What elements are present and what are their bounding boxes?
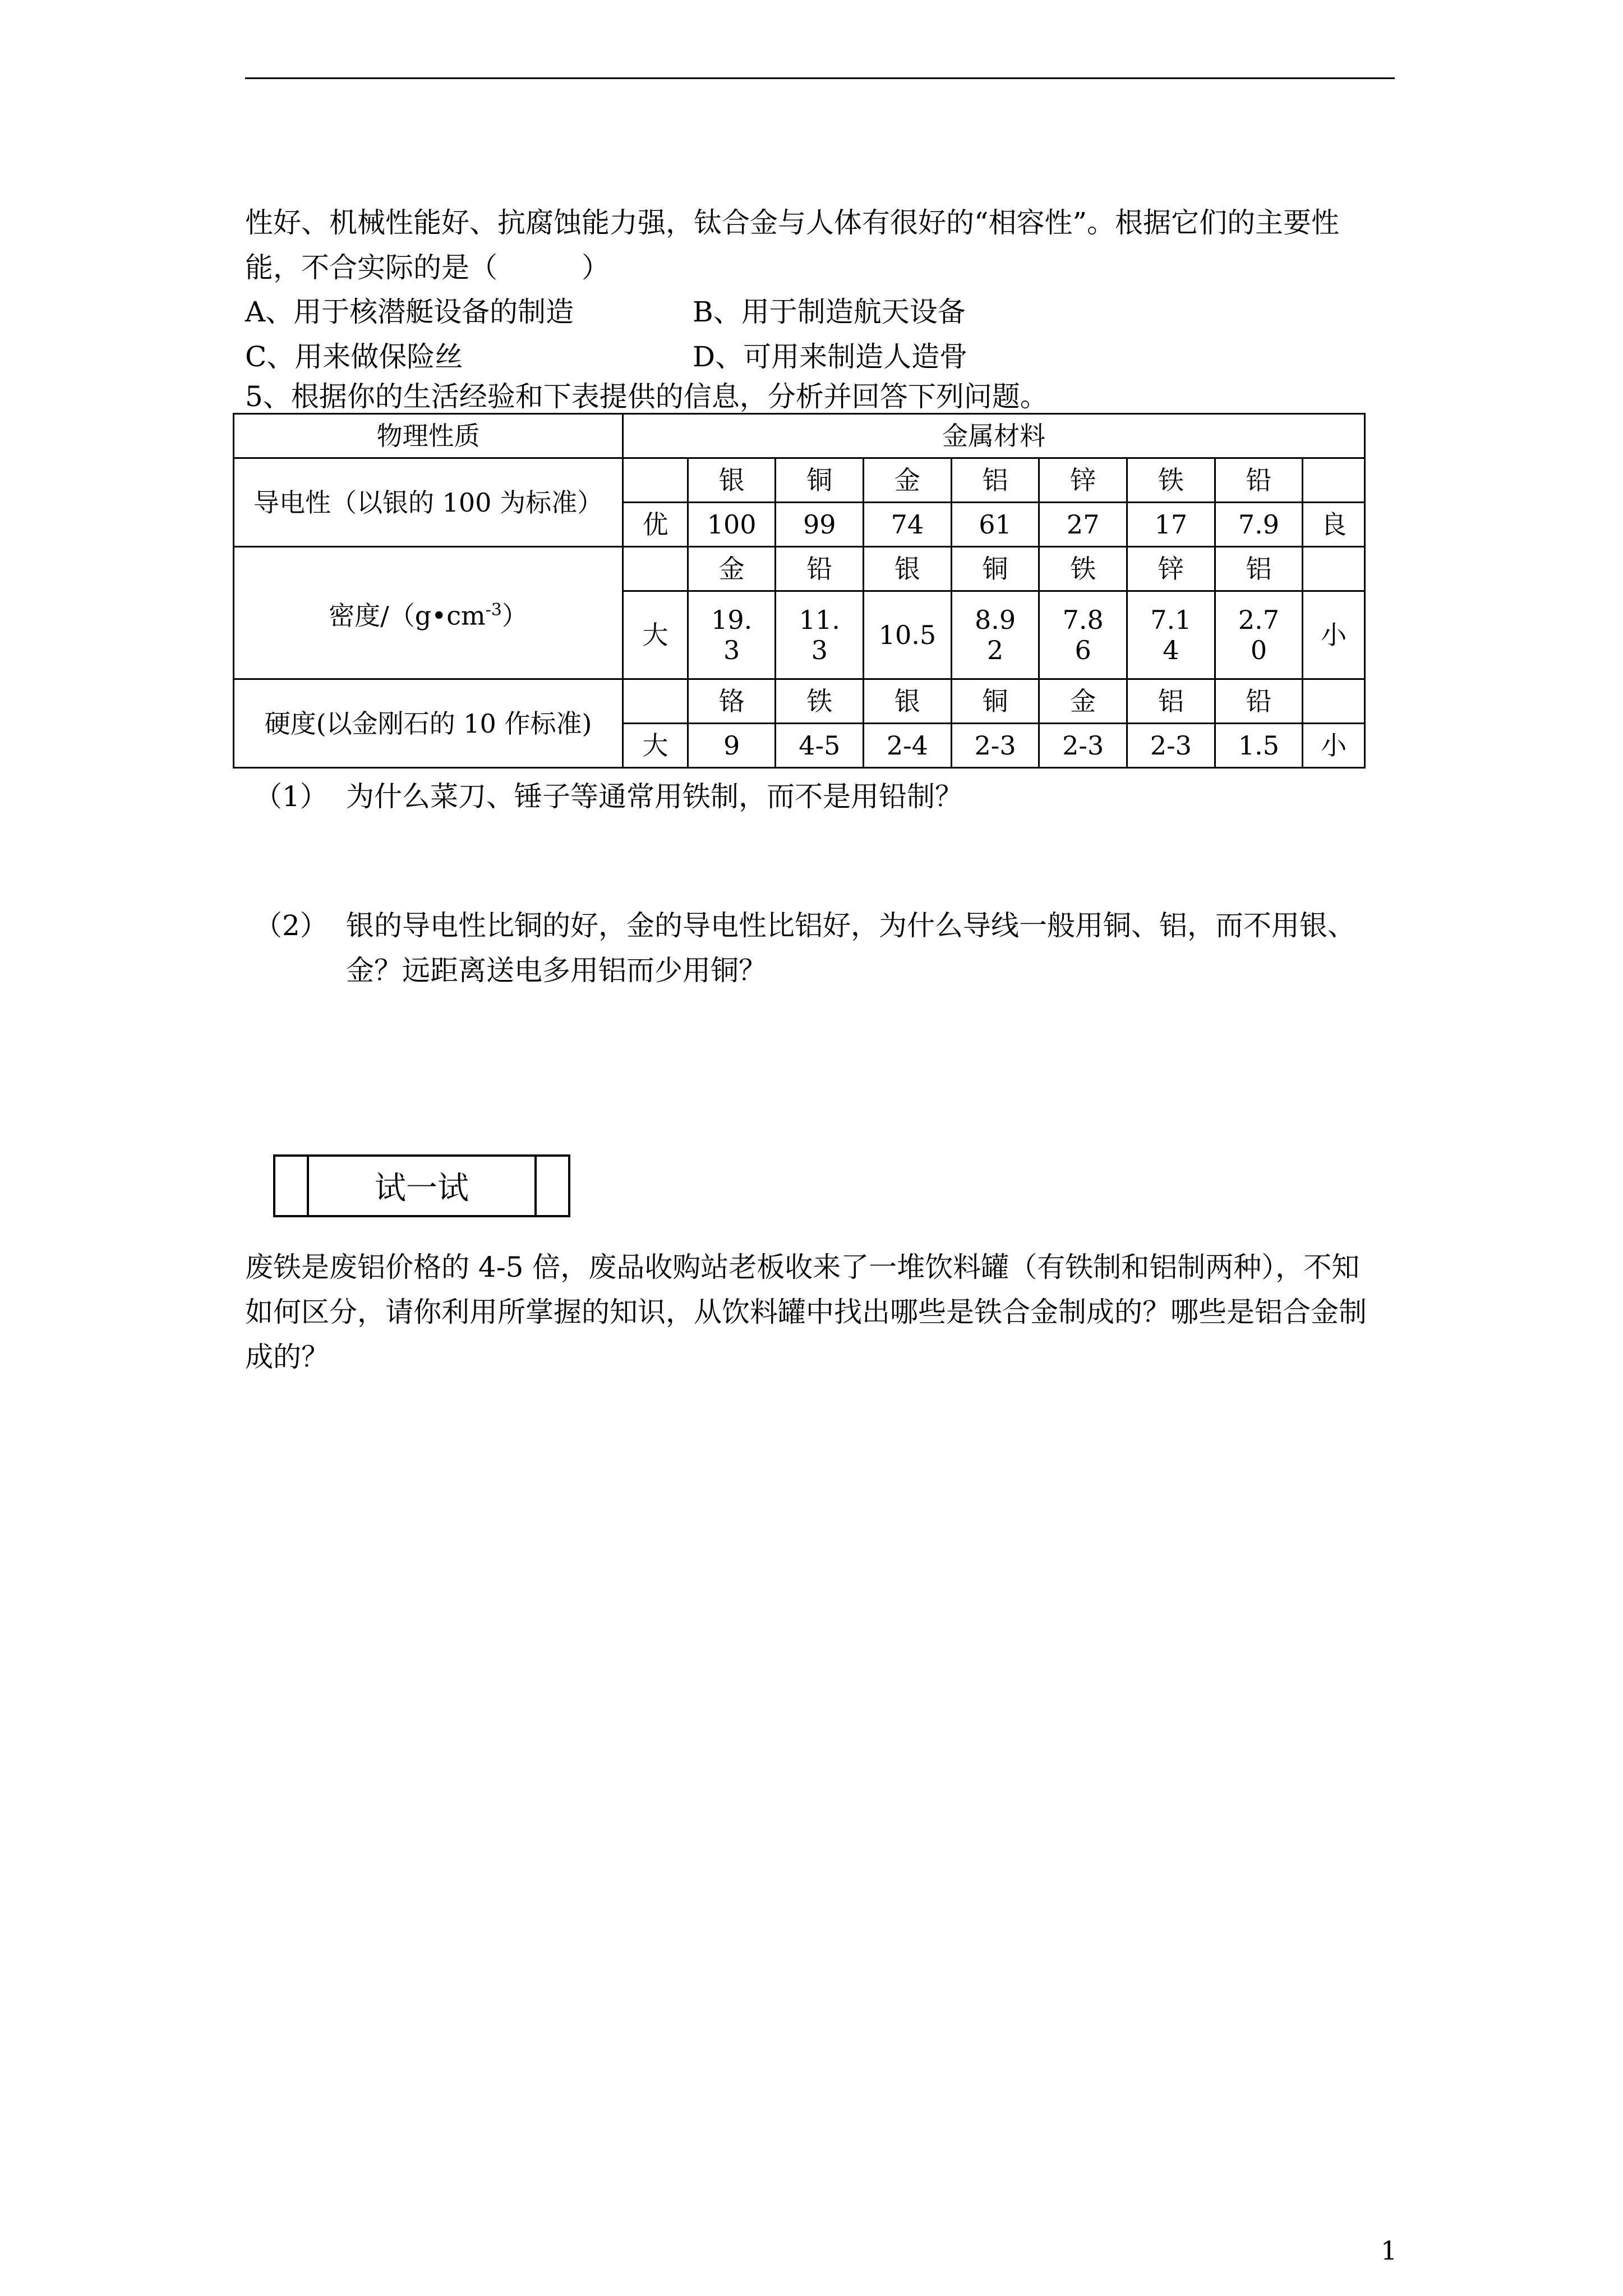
metal-cell: 铅 [776,547,864,591]
header-rule [245,77,1395,79]
value-cell: 8.9 2 [951,591,1039,679]
metal-cell: 铅 [1215,679,1303,724]
page-number: 1 [1381,2235,1398,2266]
value-cell: 7.1 4 [1127,591,1215,679]
header-property: 物理性质 [234,414,623,458]
hardness-label: 硬度(以金刚石的 10 作标准) [234,679,623,768]
value-cell: 7.8 6 [1039,591,1127,679]
metal-cell: 铝 [1215,547,1303,591]
value-cell: 4-5 [776,724,864,768]
value-cell: 9 [688,724,776,768]
table-cell [1303,458,1365,503]
value-cell: 99 [776,503,864,547]
scale-left: 优 [623,503,688,547]
intro-line-2: 能，不合实际的是（ ） [245,251,610,284]
scale-left: 大 [623,591,688,679]
value-cell: 19. 3 [688,591,776,679]
option-a: A、用于核潜艇设备的制造 [245,296,574,328]
metal-cell: 铜 [951,547,1039,591]
scale-right: 小 [1303,591,1365,679]
value-cell: 61 [951,503,1039,547]
value-cell: 1.5 [1215,724,1303,768]
table-cell [623,547,688,591]
table-cell [623,458,688,503]
table-cell [1303,679,1365,724]
density-label: 密度$/(g•cm^{-3})$ [234,547,623,679]
scale-right: 良 [1303,503,1365,547]
value-cell: 2-4 [864,724,952,768]
value-cell: 7.9 [1215,503,1303,547]
value-cell: 2-3 [1127,724,1215,768]
value-cell: 2-3 [1039,724,1127,768]
metal-cell: 铁 [776,679,864,724]
value-cell: 2-3 [951,724,1039,768]
metal-cell: 铜 [776,458,864,503]
metal-cell: 锌 [1039,458,1127,503]
hardness-metals-row [234,679,1365,724]
metal-cell: 银 [688,458,776,503]
metal-cell: 铝 [951,458,1039,503]
metal-cell: 铅 [1215,458,1303,503]
value-cell: 2.7 0 [1215,591,1303,679]
value-cell: 10.5 [864,591,952,679]
try-it-line-3: 成的？ [245,1341,329,1373]
header-materials: 金属材料 [623,414,1365,458]
metal-cell: 铁 [1039,547,1127,591]
metal-cell: 锌 [1127,547,1215,591]
metal-cell: 银 [864,679,952,724]
try-it-line-2: 如何区分，请你利用所掌握的知识，从饮料罐中找出哪些是铁合金制成的？哪些是铝合金制 [245,1296,1367,1328]
option-c: C、用来做保险丝 [245,341,463,373]
conductivity-label: 导电性（以银的 100 为标准） [234,458,623,547]
question-5: 5、根据你的生活经验和下表提供的信息，分析并回答下列问题。 [245,380,1048,413]
option-b: B、用于制造航天设备 [693,296,966,328]
metal-cell: 铬 [688,679,776,724]
metal-cell: 银 [864,547,952,591]
metal-cell: 铜 [951,679,1039,724]
try-it-box [273,1154,570,1217]
subquestion-2-number: （2） [254,909,328,942]
try-it-title: 试一试 [375,1170,469,1207]
conductivity-metals-row [234,458,1365,503]
metal-properties-table [233,413,1366,769]
option-d: D、可用来制造人造骨 [693,341,968,373]
metal-cell: 铁 [1127,458,1215,503]
subquestion-2-line-2: 金？远距离送电多用铝而少用铜？ [346,954,767,987]
scale-right: 小 [1303,724,1365,768]
density-metals-row [234,547,1365,591]
subquestion-1-number: （1） [254,780,328,813]
metal-cell: 金 [864,458,952,503]
box-divider [534,1157,537,1215]
value-cell: 100 [688,503,776,547]
scale-left: 大 [623,724,688,768]
table-cell [1303,547,1365,591]
value-cell: 11. 3 [776,591,864,679]
value-cell: 17 [1127,503,1215,547]
table-header-row [234,414,1365,458]
table-cell [623,679,688,724]
value-cell: 27 [1039,503,1127,547]
metal-cell: 金 [688,547,776,591]
try-it-line-1: 废铁是废铝价格的 4-5 倍，废品收购站老板收来了一堆饮料罐（有铁制和铝制两种），不知 [245,1251,1360,1283]
intro-line-1: 性好、机械性能好、抗腐蚀能力强，钛合金与人体有很好的“相容性”。根据它们的主要性 [245,206,1340,239]
metal-cell: 金 [1039,679,1127,724]
subquestion-2-line-1: 银的导电性比铜的好，金的导电性比铝好，为什么导线一般用铜、铝，而不用银、 [346,909,1355,942]
subquestion-1-text: 为什么菜刀、锤子等通常用铁制，而不是用铅制？ [346,780,963,813]
metal-cell: 铝 [1127,679,1215,724]
value-cell: 74 [864,503,952,547]
